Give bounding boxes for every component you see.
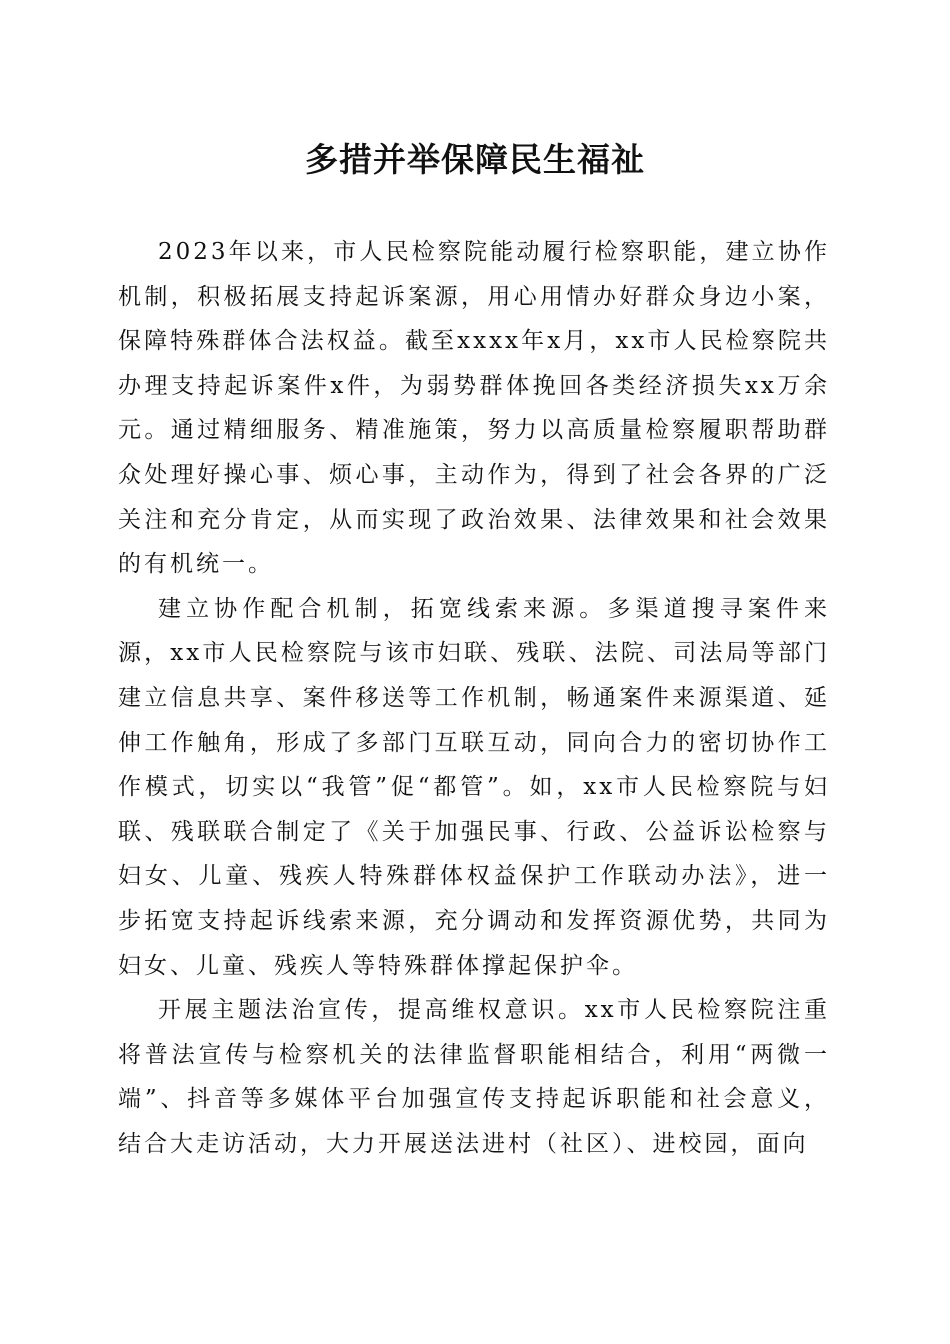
- document-body: [118, 230, 830, 1166]
- paragraph-intro: 2023年以来，市人民检察院能动履行检察职能，建立协作机制，积极拓展支持起诉案源，用心用情办好群众身边小案，保障特殊群体合法权益。截至xxxx年x月，xx市人民检察院共办理支持起诉案件x件，为弱势群体挽回各类经济损失xx万余元。通过精细服务、精准施策，努力以高质量检察履职帮助群众处理好操心事、烦心事，主动作为，得到了社会各界的广泛关注和充分肯定，从而实现了政治效果、法律效果和社会效果的有机统一。: [118, 239, 830, 578]
- document-title: 多措并举保障民生福祉: [305, 140, 645, 179]
- paragraph-cooperation: 建立协作配合机制，拓宽线索来源。多渠道搜寻案件来源，xx市人民检察院与该市妇联、残联、法院、司法局等部门建立信息共享、案件移送等工作机制，畅通案件来源渠道、延伸工作触角，形成了多部门互联互动，同向合力的密切协作工作模式，切实以“我管”促“都管”。如，xx市人民检察院与妇联、残联联合制定了《关于加强民事、行政、公益诉讼检察与妇女、儿童、残疾人特殊群体权益保护工作联动办法》，进一步拓宽支持起诉线索来源，充分调动和发挥资源优势，共同为妇女、儿童、残疾人等特殊群体撑起保护伞。: [118, 595, 830, 979]
- paragraph-publicity: 开展主题法治宣传，提高维权意识。xx市人民检察院注重将普法宣传与检察机关的法律监督职能相结合，利用“两微一端”、抖音等多媒体平台加强宣传支持起诉职能和社会意义，结合大走访活动，大力开展送法进村（社区）、进校园，面向: [118, 997, 830, 1157]
